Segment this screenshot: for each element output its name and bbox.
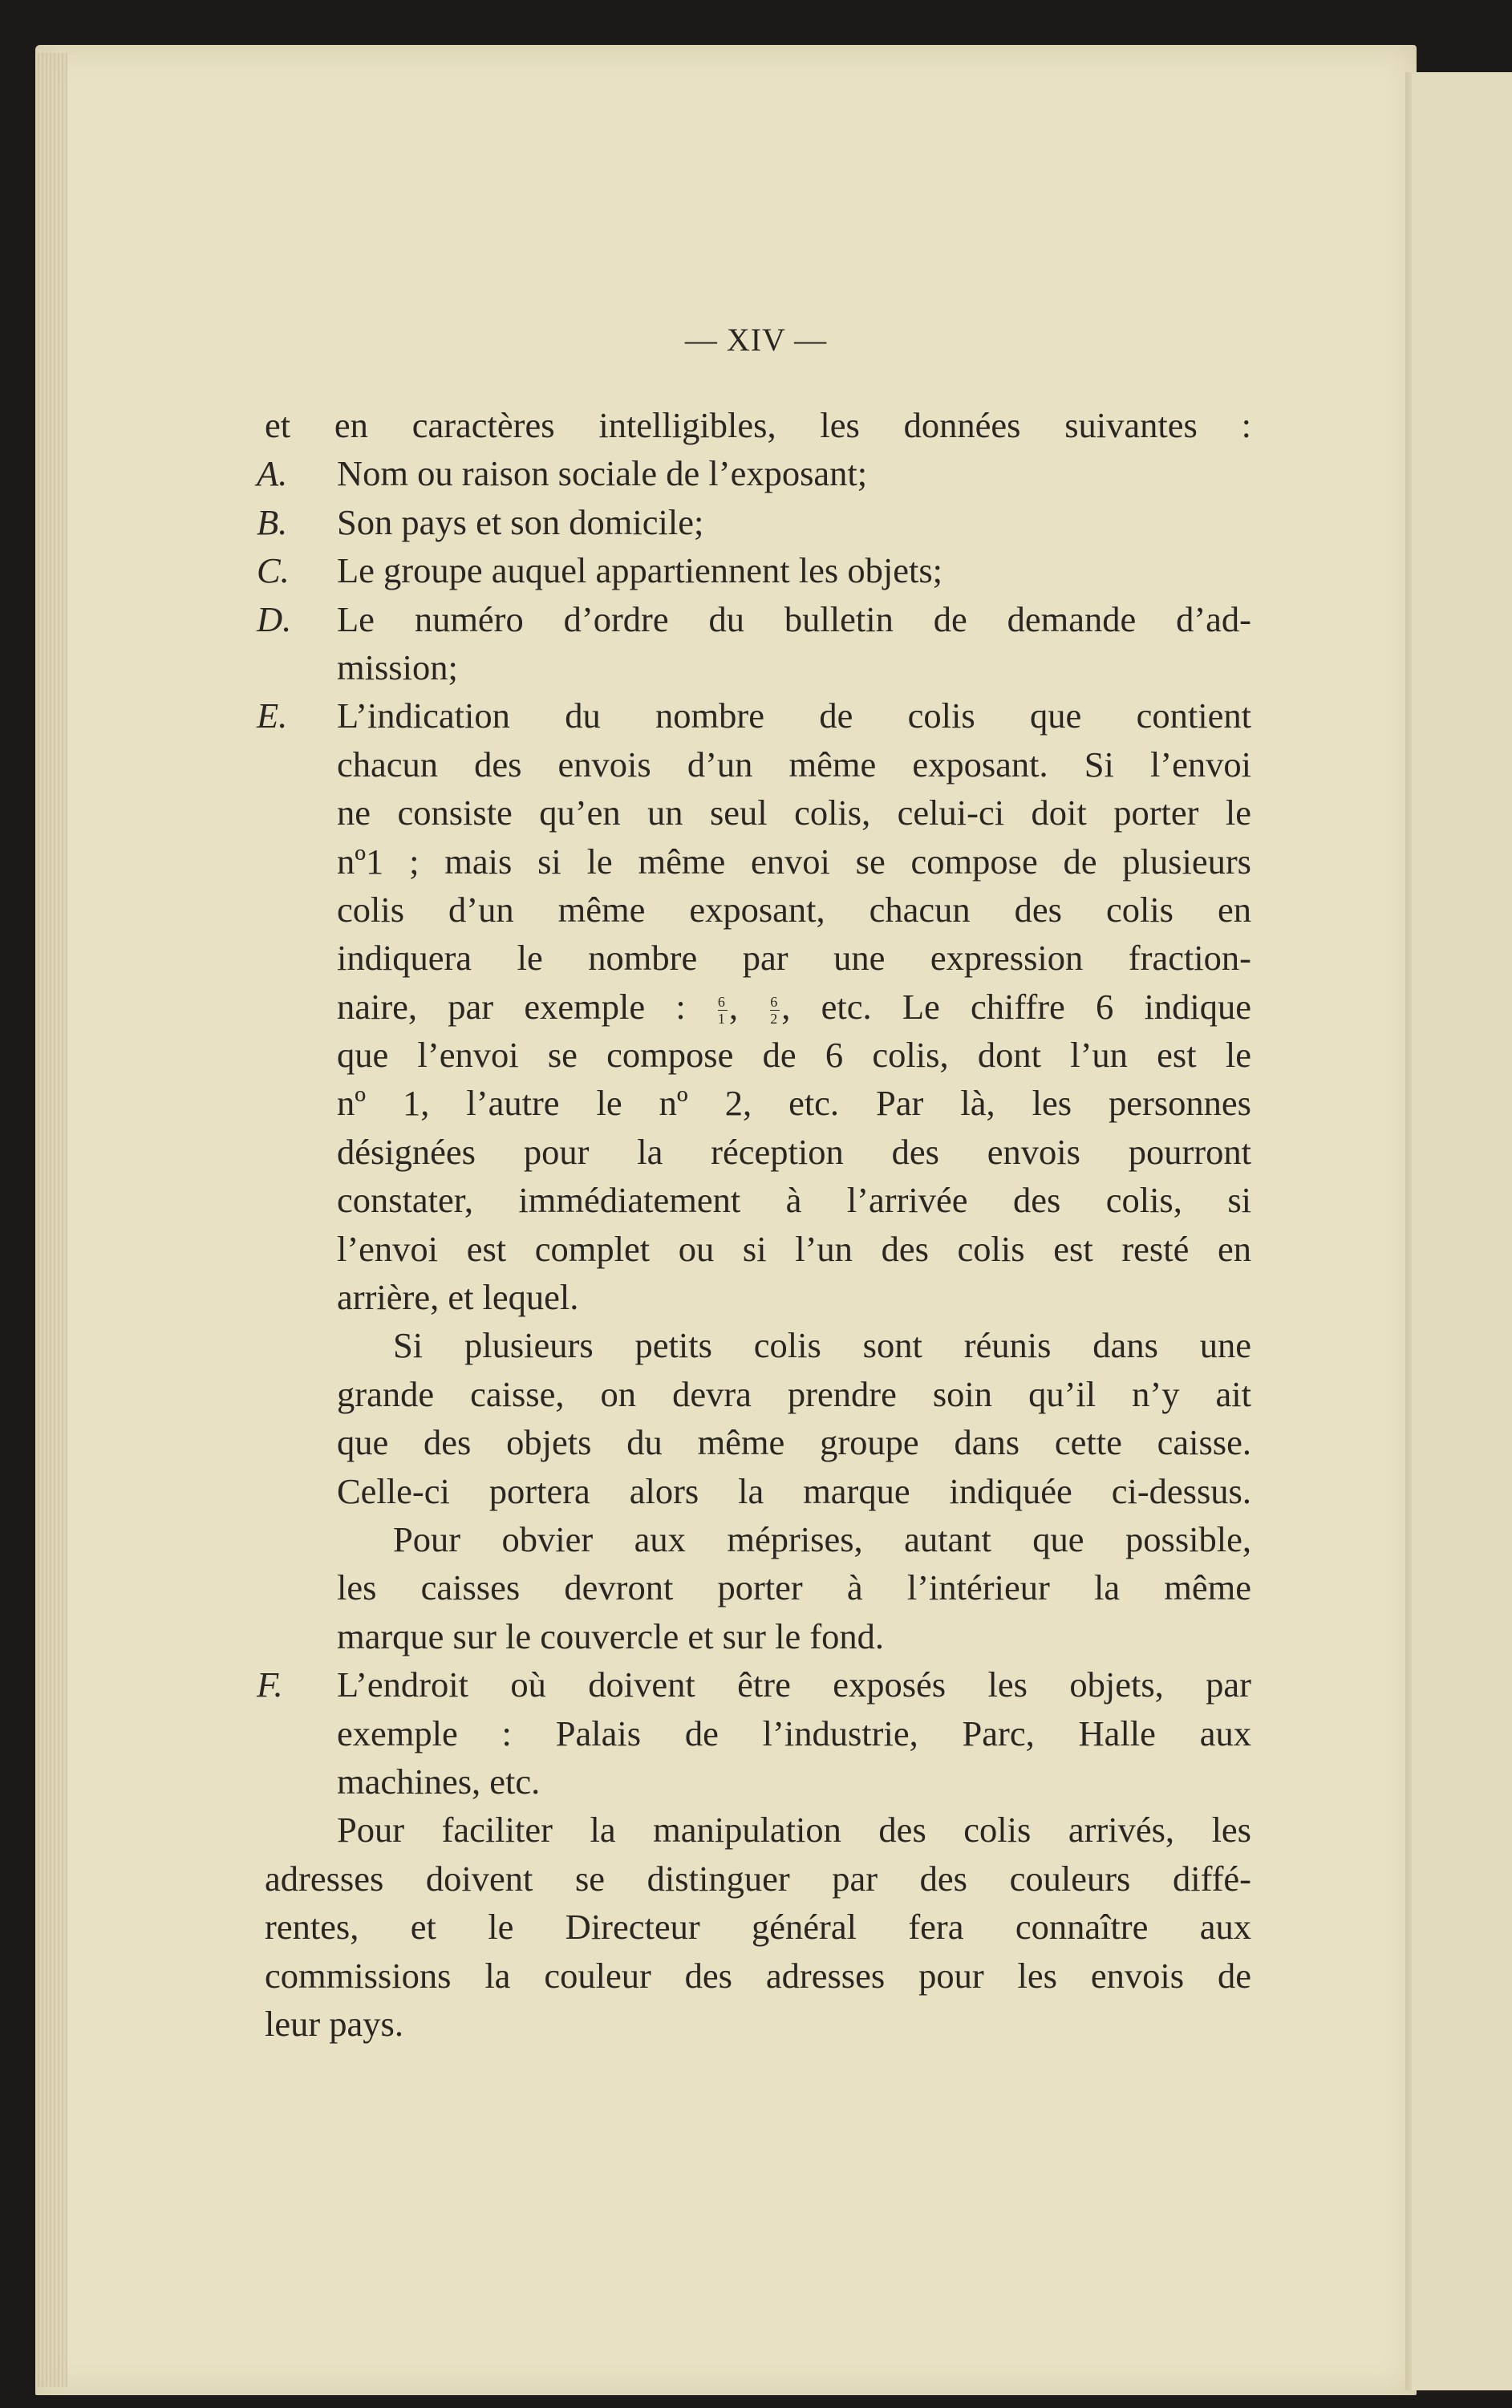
fraction-numerator: 6 <box>717 993 725 1010</box>
item-line: exemple : Palais de l’industrie, Parc, Halle aux <box>337 1713 1251 1753</box>
fraction-six-second <box>770 995 780 1026</box>
item-line: constater, immédiatement à l’arrivée des colis, si <box>337 1180 1251 1221</box>
closing-line: adresses doivent se distinguer par des couleurs diffé- <box>265 1858 1251 1899</box>
sub-paragraph-line: grande caisse, on devra prendre soin qu’il n’y ait <box>337 1373 1251 1414</box>
sub-paragraph-line: marque sur le couvercle et sur le fond. <box>337 1615 885 1656</box>
fraction-numerator: 6 <box>770 993 778 1010</box>
item-line: Le groupe auquel appartiennent les objets; <box>337 550 943 591</box>
item-letter: A. <box>257 453 288 494</box>
item-line: L’endroit où doivent être exposés les objets, par <box>337 1664 1251 1705</box>
item-letter: E. <box>257 695 288 736</box>
fraction-line-after: , etc. Le chiffre 6 indique <box>781 986 1251 1027</box>
closing-line: leur pays. <box>265 2003 404 2044</box>
item-letter: D. <box>257 598 292 639</box>
item-line: colis d’un même exposant, chacun des colis en <box>337 889 1251 930</box>
item-line: nº 1, l’autre le nº 2, etc. Par là, les personnes <box>337 1083 1251 1124</box>
item-line: ne consiste qu’en un seul colis, celui-ci doit porter le <box>337 793 1251 833</box>
page-folio: — XIV — <box>684 322 828 358</box>
item-letter: F. <box>257 1664 283 1705</box>
facing-page-edge <box>1412 72 1512 2390</box>
sub-paragraph-line: Celle-ci portera alors la marque indiquée ci-dessus. <box>337 1470 1251 1511</box>
closing-paragraph <box>265 1806 1251 2048</box>
item-c <box>257 546 1251 594</box>
item-line: chacun des envois d’un même exposant. Si l’envoi <box>337 744 1251 784</box>
item-b <box>257 498 1251 546</box>
page-edges <box>35 53 67 2387</box>
item-a <box>257 449 1251 497</box>
item-line: indiquera le nombre par une expression fraction- <box>337 938 1251 979</box>
item-line: arrière, et lequel. <box>337 1277 579 1318</box>
fraction-line-before: naire, par exemple : <box>337 986 686 1027</box>
sub-paragraph-line: les caisses devront porter à l’intérieur la même <box>337 1567 1251 1608</box>
item-letter: C. <box>257 550 290 591</box>
item-line: Le numéro d’ordre du bulletin de demande d’ad- <box>337 598 1251 639</box>
sub-paragraph-line: que des objets du même groupe dans cette caisse. <box>337 1422 1251 1463</box>
item-line: mission; <box>337 647 458 687</box>
item-line: nº1 ; mais si le même envoi se compose de plusieurs <box>337 841 1251 882</box>
fraction-separator: , <box>728 986 739 1027</box>
fraction-denominator: 2 <box>770 1010 778 1027</box>
item-f <box>257 1660 1251 1806</box>
item-letter: B. <box>257 501 288 542</box>
item-line: machines, etc. <box>337 1761 541 1802</box>
closing-line: rentes, et le Directeur général fera connaître aux <box>265 1907 1251 1948</box>
item-line: désignées pour la réception des envois pourront <box>337 1131 1251 1172</box>
item-line: que l’envoi se compose de 6 colis, dont l’un est le <box>337 1035 1251 1076</box>
item-d <box>257 595 1251 692</box>
sub-paragraph-line: Si plusieurs petits colis sont réunis dans une <box>393 1325 1251 1366</box>
closing-line: commissions la couleur des adresses pour les envois de <box>265 1955 1251 1996</box>
item-line: Son pays et son domicile; <box>337 501 704 542</box>
fraction-six-first <box>718 995 728 1026</box>
closing-line: Pour faciliter la manipulation des colis arrivés, les <box>337 1810 1251 1851</box>
item-line: Nom ou raison sociale de l’exposant; <box>337 453 868 494</box>
page-text <box>257 401 1251 2048</box>
item-line: l’envoi est complet ou si l’un des colis est resté en <box>337 1228 1251 1269</box>
intro-line: et en caractères intelligibles, les données suivantes : <box>265 405 1251 445</box>
fraction-denominator: 1 <box>717 1010 725 1027</box>
item-e <box>257 691 1251 1660</box>
item-line: L’indication du nombre de colis que contient <box>337 695 1251 736</box>
sub-paragraph-line: Pour obvier aux méprises, autant que possible, <box>393 1518 1251 1559</box>
fraction-line <box>265 983 1251 1031</box>
